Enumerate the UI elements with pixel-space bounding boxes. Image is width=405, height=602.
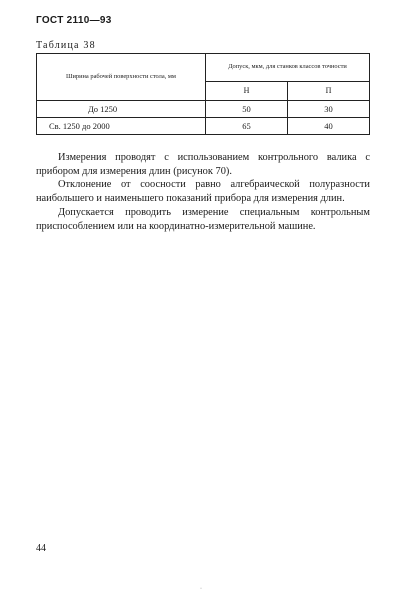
table-cell-class-n: 65 bbox=[206, 118, 288, 135]
table-header-row bbox=[37, 54, 370, 82]
table-caption: Таблица 38 bbox=[36, 40, 96, 51]
table-header-tolerance: Допуск, мкм, для станков классов точности bbox=[206, 54, 370, 82]
tolerance-table bbox=[36, 53, 370, 135]
table-row bbox=[37, 118, 370, 135]
table-subheader-class-n: Н bbox=[206, 82, 288, 101]
table-cell-class-n: 50 bbox=[206, 101, 288, 118]
paragraph-deviation: Отклонение от соосности равно алгебраической полуразности наибольшего и наименьшего показаний прибора для измерения длин. bbox=[36, 179, 370, 204]
table-header-width: Ширина рабочей поверхности стола, мм bbox=[37, 54, 206, 101]
table-row bbox=[37, 101, 370, 118]
paragraph-measurement: Измерения проводят с использованием контрольного валика с прибором для измерения длин (рисунок 70). bbox=[36, 152, 370, 177]
table-cell-class-p: 40 bbox=[288, 118, 370, 135]
table-cell-class-p: 30 bbox=[288, 101, 370, 118]
table-cell-width: До 1250 bbox=[37, 101, 206, 118]
document-header: ГОСТ 2110—93 bbox=[36, 15, 112, 26]
scan-dot: · bbox=[200, 586, 202, 592]
table-cell-width: Св. 1250 до 2000 bbox=[37, 118, 206, 135]
paragraph-alternative: Допускается проводить измерение специальным контрольным приспособлением или на координатно-измерительной машине. bbox=[36, 207, 370, 232]
page-number: 44 bbox=[36, 543, 46, 554]
table-subheader-class-p: П bbox=[288, 82, 370, 101]
